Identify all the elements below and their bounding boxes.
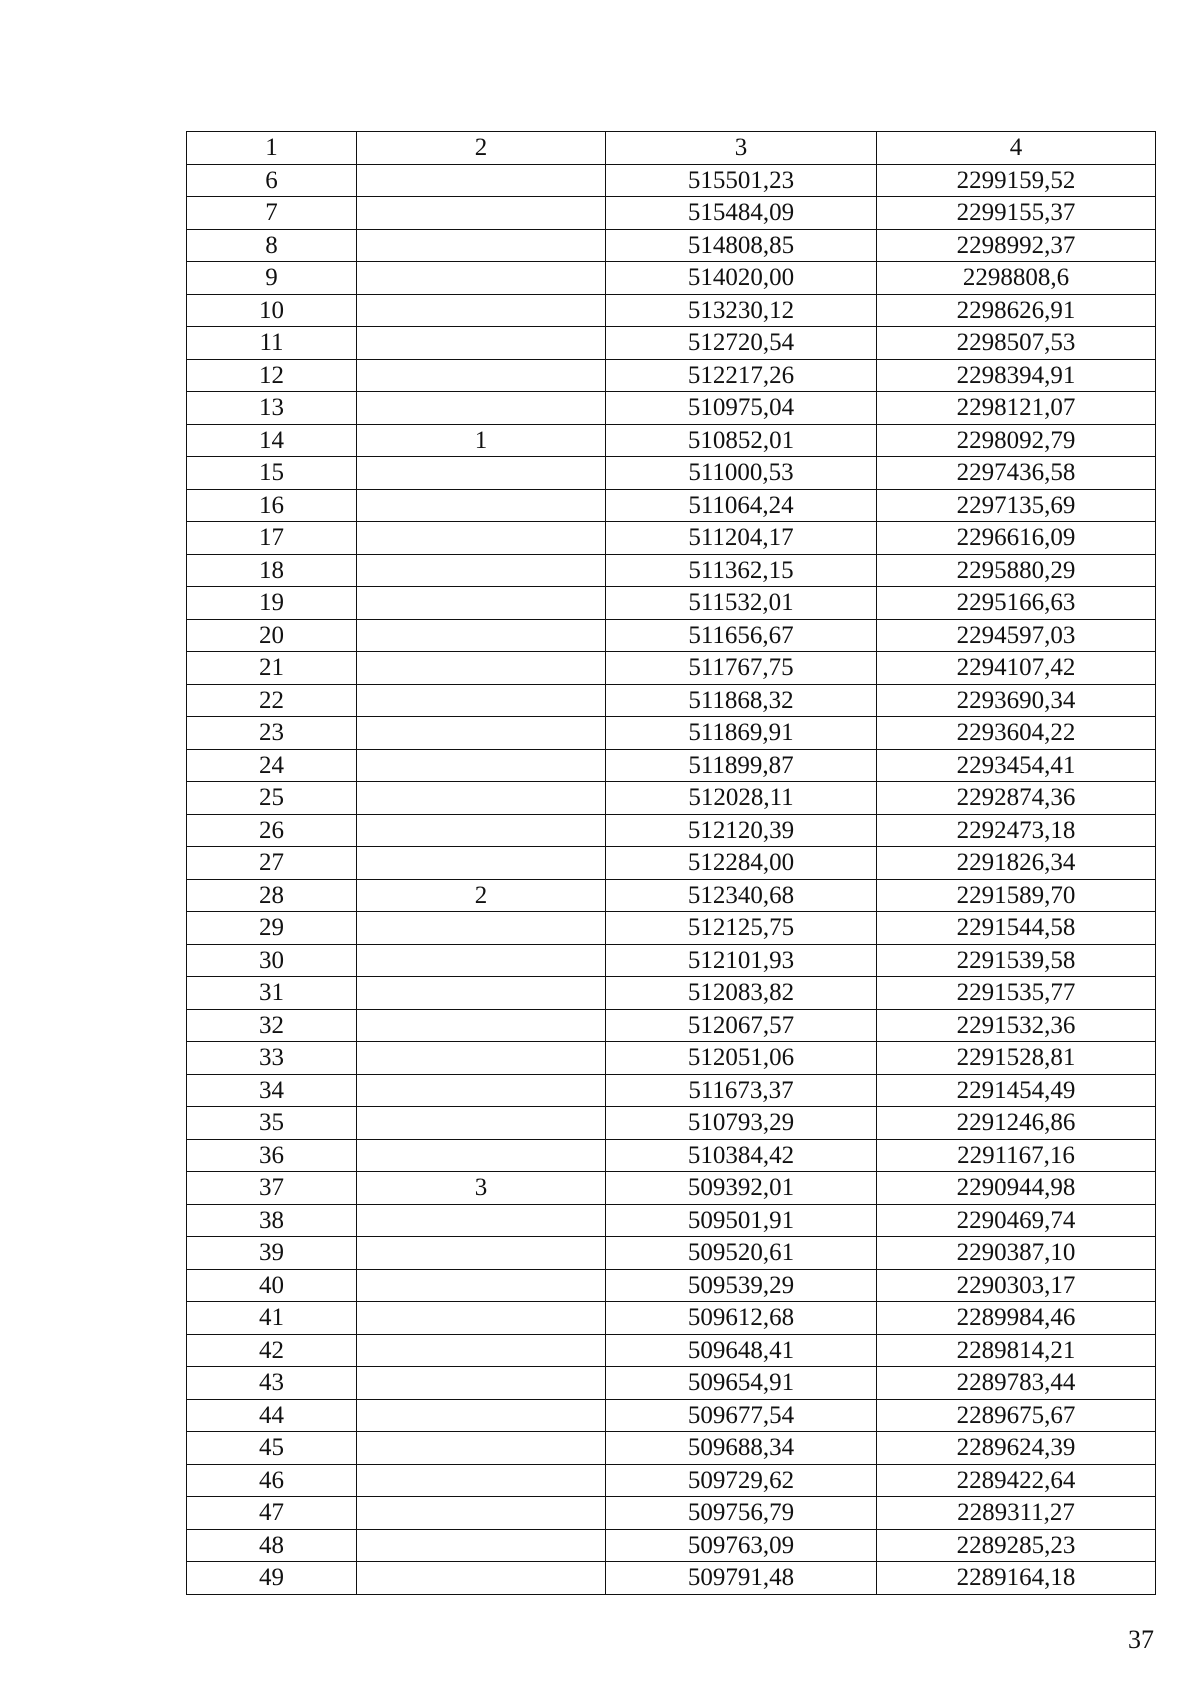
cell-y-coordinate: 2295880,29 <box>877 554 1156 587</box>
cell-y-coordinate: 2291454,49 <box>877 1074 1156 1107</box>
cell-y-coordinate: 2292874,36 <box>877 782 1156 815</box>
cell-x-coordinate: 511869,91 <box>606 717 877 750</box>
cell-point-number: 7 <box>187 197 357 230</box>
cell-x-coordinate: 509392,01 <box>606 1172 877 1205</box>
table-row <box>187 652 1156 685</box>
column-header-1: 1 <box>187 132 357 165</box>
table-row <box>187 164 1156 197</box>
cell-y-coordinate: 2298121,07 <box>877 392 1156 425</box>
cell-point-number: 8 <box>187 229 357 262</box>
cell-point-number: 22 <box>187 684 357 717</box>
cell-point-number: 20 <box>187 619 357 652</box>
cell-y-coordinate: 2298992,37 <box>877 229 1156 262</box>
cell-y-coordinate: 2290944,98 <box>877 1172 1156 1205</box>
table-row <box>187 1074 1156 1107</box>
table-row <box>187 457 1156 490</box>
cell-y-coordinate: 2297436,58 <box>877 457 1156 490</box>
table-body <box>187 164 1156 1594</box>
table-row <box>187 554 1156 587</box>
cell-point-number: 18 <box>187 554 357 587</box>
cell-y-coordinate: 2293604,22 <box>877 717 1156 750</box>
cell-y-coordinate: 2291167,16 <box>877 1139 1156 1172</box>
cell-group <box>357 1367 606 1400</box>
table-row <box>187 1399 1156 1432</box>
cell-group <box>357 1107 606 1140</box>
cell-group <box>357 652 606 685</box>
cell-y-coordinate: 2298394,91 <box>877 359 1156 392</box>
table-row <box>187 684 1156 717</box>
cell-x-coordinate: 514808,85 <box>606 229 877 262</box>
cell-y-coordinate: 2291246,86 <box>877 1107 1156 1140</box>
cell-group <box>357 1399 606 1432</box>
cell-point-number: 10 <box>187 294 357 327</box>
table-row <box>187 814 1156 847</box>
cell-x-coordinate: 511204,17 <box>606 522 877 555</box>
cell-y-coordinate: 2293690,34 <box>877 684 1156 717</box>
cell-point-number: 30 <box>187 944 357 977</box>
cell-point-number: 6 <box>187 164 357 197</box>
cell-point-number: 43 <box>187 1367 357 1400</box>
table-row <box>187 1237 1156 1270</box>
cell-point-number: 29 <box>187 912 357 945</box>
cell-point-number: 17 <box>187 522 357 555</box>
cell-point-number: 26 <box>187 814 357 847</box>
table-row <box>187 229 1156 262</box>
table-row <box>187 619 1156 652</box>
cell-group <box>357 327 606 360</box>
cell-group <box>357 749 606 782</box>
cell-point-number: 45 <box>187 1432 357 1465</box>
cell-group <box>357 1074 606 1107</box>
cell-x-coordinate: 511532,01 <box>606 587 877 620</box>
table-row <box>187 1302 1156 1335</box>
cell-x-coordinate: 511767,75 <box>606 652 877 685</box>
cell-group <box>357 294 606 327</box>
table-row <box>187 392 1156 425</box>
cell-group <box>357 489 606 522</box>
cell-point-number: 21 <box>187 652 357 685</box>
cell-y-coordinate: 2289422,64 <box>877 1464 1156 1497</box>
cell-y-coordinate: 2298507,53 <box>877 327 1156 360</box>
cell-point-number: 27 <box>187 847 357 880</box>
cell-x-coordinate: 509520,61 <box>606 1237 877 1270</box>
table-row <box>187 424 1156 457</box>
cell-y-coordinate: 2289624,39 <box>877 1432 1156 1465</box>
table-row <box>187 294 1156 327</box>
cell-y-coordinate: 2296616,09 <box>877 522 1156 555</box>
cell-y-coordinate: 2291826,34 <box>877 847 1156 880</box>
cell-x-coordinate: 509729,62 <box>606 1464 877 1497</box>
cell-x-coordinate: 511362,15 <box>606 554 877 587</box>
cell-point-number: 46 <box>187 1464 357 1497</box>
cell-y-coordinate: 2289311,27 <box>877 1497 1156 1530</box>
cell-x-coordinate: 512051,06 <box>606 1042 877 1075</box>
cell-y-coordinate: 2289984,46 <box>877 1302 1156 1335</box>
cell-y-coordinate: 2291532,36 <box>877 1009 1156 1042</box>
cell-x-coordinate: 511868,32 <box>606 684 877 717</box>
cell-point-number: 33 <box>187 1042 357 1075</box>
cell-point-number: 40 <box>187 1269 357 1302</box>
table-row <box>187 782 1156 815</box>
cell-group: 1 <box>357 424 606 457</box>
cell-group <box>357 1529 606 1562</box>
cell-point-number: 39 <box>187 1237 357 1270</box>
cell-x-coordinate: 510384,42 <box>606 1139 877 1172</box>
cell-point-number: 25 <box>187 782 357 815</box>
cell-y-coordinate: 2289285,23 <box>877 1529 1156 1562</box>
cell-point-number: 15 <box>187 457 357 490</box>
cell-x-coordinate: 509763,09 <box>606 1529 877 1562</box>
cell-point-number: 19 <box>187 587 357 620</box>
table-row <box>187 1269 1156 1302</box>
cell-x-coordinate: 511899,87 <box>606 749 877 782</box>
cell-point-number: 35 <box>187 1107 357 1140</box>
cell-group <box>357 1009 606 1042</box>
table-row <box>187 912 1156 945</box>
cell-x-coordinate: 509688,34 <box>606 1432 877 1465</box>
cell-y-coordinate: 2295166,63 <box>877 587 1156 620</box>
table-row <box>187 1172 1156 1205</box>
cell-group <box>357 1432 606 1465</box>
cell-point-number: 32 <box>187 1009 357 1042</box>
cell-x-coordinate: 509677,54 <box>606 1399 877 1432</box>
cell-point-number: 48 <box>187 1529 357 1562</box>
cell-group <box>357 1237 606 1270</box>
cell-y-coordinate: 2294107,42 <box>877 652 1156 685</box>
cell-y-coordinate: 2298808,6 <box>877 262 1156 295</box>
cell-group <box>357 164 606 197</box>
cell-x-coordinate: 509501,91 <box>606 1204 877 1237</box>
cell-group <box>357 522 606 555</box>
cell-point-number: 44 <box>187 1399 357 1432</box>
table-row <box>187 749 1156 782</box>
cell-x-coordinate: 512028,11 <box>606 782 877 815</box>
table-row <box>187 879 1156 912</box>
cell-y-coordinate: 2289164,18 <box>877 1562 1156 1595</box>
table-row <box>187 587 1156 620</box>
column-header-3: 3 <box>606 132 877 165</box>
cell-group <box>357 262 606 295</box>
cell-y-coordinate: 2290303,17 <box>877 1269 1156 1302</box>
column-header-4: 4 <box>877 132 1156 165</box>
cell-group <box>357 1497 606 1530</box>
table-row <box>187 977 1156 1010</box>
cell-y-coordinate: 2291528,81 <box>877 1042 1156 1075</box>
cell-x-coordinate: 509654,91 <box>606 1367 877 1400</box>
cell-point-number: 13 <box>187 392 357 425</box>
cell-x-coordinate: 510852,01 <box>606 424 877 457</box>
cell-group <box>357 912 606 945</box>
cell-group <box>357 717 606 750</box>
table-row <box>187 847 1156 880</box>
cell-x-coordinate: 512125,75 <box>606 912 877 945</box>
cell-group <box>357 1139 606 1172</box>
cell-point-number: 31 <box>187 977 357 1010</box>
table-row <box>187 1107 1156 1140</box>
cell-point-number: 14 <box>187 424 357 457</box>
cell-x-coordinate: 511656,67 <box>606 619 877 652</box>
table-row <box>187 1432 1156 1465</box>
cell-group <box>357 782 606 815</box>
cell-y-coordinate: 2297135,69 <box>877 489 1156 522</box>
cell-point-number: 41 <box>187 1302 357 1335</box>
cell-point-number: 38 <box>187 1204 357 1237</box>
cell-group: 2 <box>357 879 606 912</box>
table-row <box>187 1139 1156 1172</box>
cell-point-number: 16 <box>187 489 357 522</box>
cell-y-coordinate: 2291535,77 <box>877 977 1156 1010</box>
cell-y-coordinate: 2299159,52 <box>877 164 1156 197</box>
cell-x-coordinate: 511673,37 <box>606 1074 877 1107</box>
cell-x-coordinate: 512284,00 <box>606 847 877 880</box>
table-row <box>187 1009 1156 1042</box>
cell-x-coordinate: 513230,12 <box>606 294 877 327</box>
table-row <box>187 522 1156 555</box>
cell-x-coordinate: 512067,57 <box>606 1009 877 1042</box>
table-row <box>187 944 1156 977</box>
cell-group <box>357 1269 606 1302</box>
cell-y-coordinate: 2290469,74 <box>877 1204 1156 1237</box>
cell-point-number: 34 <box>187 1074 357 1107</box>
cell-y-coordinate: 2298626,91 <box>877 294 1156 327</box>
cell-point-number: 42 <box>187 1334 357 1367</box>
cell-point-number: 28 <box>187 879 357 912</box>
table-row <box>187 197 1156 230</box>
cell-group <box>357 684 606 717</box>
cell-y-coordinate: 2289675,67 <box>877 1399 1156 1432</box>
cell-y-coordinate: 2291544,58 <box>877 912 1156 945</box>
table-row <box>187 327 1156 360</box>
table-row <box>187 1367 1156 1400</box>
cell-x-coordinate: 509612,68 <box>606 1302 877 1335</box>
cell-point-number: 9 <box>187 262 357 295</box>
table-row <box>187 489 1156 522</box>
cell-group <box>357 1302 606 1335</box>
cell-x-coordinate: 515484,09 <box>606 197 877 230</box>
table-header-row <box>187 132 1156 165</box>
cell-x-coordinate: 510975,04 <box>606 392 877 425</box>
cell-point-number: 47 <box>187 1497 357 1530</box>
cell-y-coordinate: 2289814,21 <box>877 1334 1156 1367</box>
cell-point-number: 11 <box>187 327 357 360</box>
coordinates-table <box>186 131 1156 1595</box>
cell-point-number: 12 <box>187 359 357 392</box>
cell-x-coordinate: 512720,54 <box>606 327 877 360</box>
cell-group <box>357 944 606 977</box>
cell-group <box>357 197 606 230</box>
cell-x-coordinate: 509756,79 <box>606 1497 877 1530</box>
cell-point-number: 24 <box>187 749 357 782</box>
cell-y-coordinate: 2293454,41 <box>877 749 1156 782</box>
cell-point-number: 36 <box>187 1139 357 1172</box>
cell-group <box>357 1464 606 1497</box>
cell-y-coordinate: 2291539,58 <box>877 944 1156 977</box>
cell-group <box>357 554 606 587</box>
cell-group <box>357 1334 606 1367</box>
cell-x-coordinate: 512101,93 <box>606 944 877 977</box>
cell-x-coordinate: 512083,82 <box>606 977 877 1010</box>
cell-group <box>357 1562 606 1595</box>
cell-group <box>357 229 606 262</box>
cell-y-coordinate: 2290387,10 <box>877 1237 1156 1270</box>
table-row <box>187 1204 1156 1237</box>
cell-group <box>357 814 606 847</box>
table-row <box>187 1497 1156 1530</box>
cell-point-number: 49 <box>187 1562 357 1595</box>
cell-x-coordinate: 515501,23 <box>606 164 877 197</box>
cell-x-coordinate: 511000,53 <box>606 457 877 490</box>
cell-point-number: 23 <box>187 717 357 750</box>
column-header-2: 2 <box>357 132 606 165</box>
cell-x-coordinate: 509791,48 <box>606 1562 877 1595</box>
cell-group <box>357 587 606 620</box>
cell-group <box>357 457 606 490</box>
page-number: 37 <box>1128 1625 1154 1654</box>
cell-group <box>357 1204 606 1237</box>
cell-x-coordinate: 510793,29 <box>606 1107 877 1140</box>
table-row <box>187 262 1156 295</box>
cell-point-number: 37 <box>187 1172 357 1205</box>
cell-x-coordinate: 509539,29 <box>606 1269 877 1302</box>
cell-x-coordinate: 511064,24 <box>606 489 877 522</box>
table-row <box>187 1529 1156 1562</box>
cell-x-coordinate: 509648,41 <box>606 1334 877 1367</box>
table-row <box>187 1334 1156 1367</box>
cell-group <box>357 619 606 652</box>
cell-group <box>357 392 606 425</box>
table-row <box>187 359 1156 392</box>
cell-y-coordinate: 2291589,70 <box>877 879 1156 912</box>
cell-x-coordinate: 514020,00 <box>606 262 877 295</box>
cell-x-coordinate: 512217,26 <box>606 359 877 392</box>
table-row <box>187 1562 1156 1595</box>
cell-y-coordinate: 2292473,18 <box>877 814 1156 847</box>
cell-group: 3 <box>357 1172 606 1205</box>
cell-group <box>357 977 606 1010</box>
cell-group <box>357 1042 606 1075</box>
table-row <box>187 1042 1156 1075</box>
cell-x-coordinate: 512340,68 <box>606 879 877 912</box>
cell-group <box>357 359 606 392</box>
cell-y-coordinate: 2298092,79 <box>877 424 1156 457</box>
cell-y-coordinate: 2299155,37 <box>877 197 1156 230</box>
cell-y-coordinate: 2294597,03 <box>877 619 1156 652</box>
cell-group <box>357 847 606 880</box>
table-row <box>187 717 1156 750</box>
cell-y-coordinate: 2289783,44 <box>877 1367 1156 1400</box>
table-row <box>187 1464 1156 1497</box>
cell-x-coordinate: 512120,39 <box>606 814 877 847</box>
